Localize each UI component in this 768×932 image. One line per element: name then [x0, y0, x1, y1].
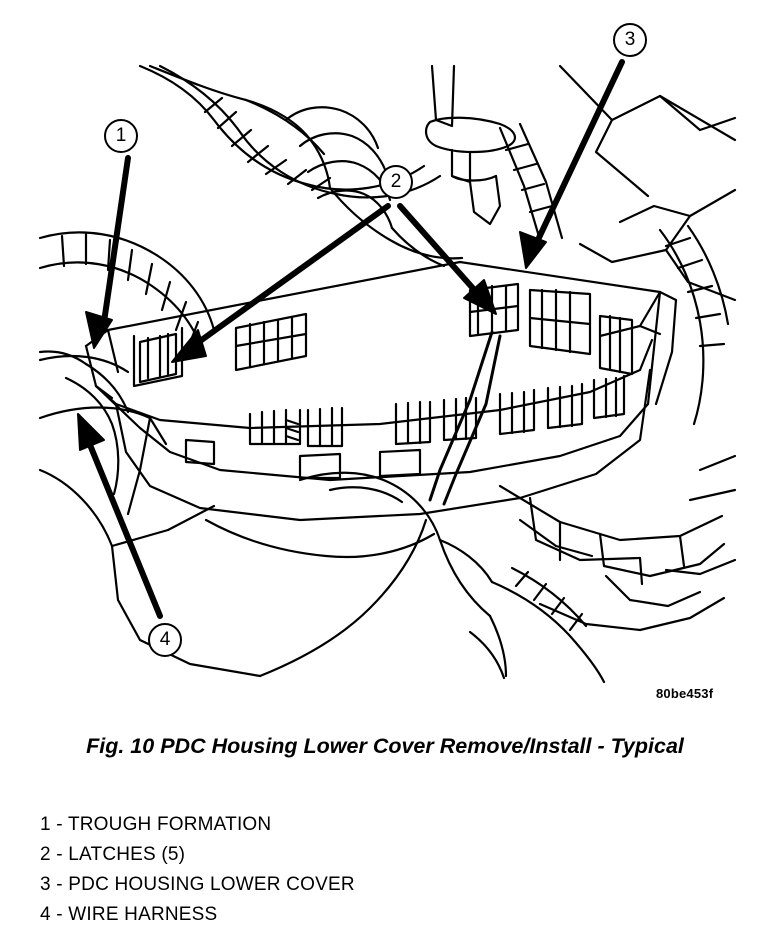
- legend-separator: -: [56, 844, 63, 865]
- legend-label: LATCHES (5): [68, 844, 186, 865]
- figure-caption: Fig. 10 PDC Housing Lower Cover Remove/Install - Typical: [86, 734, 684, 758]
- legend-item: [40, 900, 740, 930]
- legend-separator: -: [56, 814, 63, 835]
- callout-marker-1: 1: [104, 119, 138, 153]
- legend-separator: -: [56, 904, 63, 925]
- callout-marker-4: 4: [148, 623, 182, 657]
- legend-separator: -: [56, 874, 63, 895]
- legend-item: [40, 840, 740, 870]
- figure-code: 80be453f: [656, 686, 714, 701]
- legend-number: 3: [40, 874, 51, 895]
- legend-label: TROUGH FORMATION: [67, 814, 272, 835]
- legend-label: WIRE HARNESS: [68, 904, 218, 925]
- callout-marker-2: 2: [379, 165, 413, 199]
- figure-legend: [40, 810, 740, 930]
- legend-item: [40, 810, 740, 840]
- legend-item: [40, 870, 740, 900]
- legend-number: 1: [40, 814, 51, 835]
- legend-number: 2: [40, 844, 51, 865]
- callout-marker-3: 3: [613, 23, 647, 57]
- legend-number: 4: [40, 904, 51, 925]
- legend-label: PDC HOUSING LOWER COVER: [68, 874, 355, 895]
